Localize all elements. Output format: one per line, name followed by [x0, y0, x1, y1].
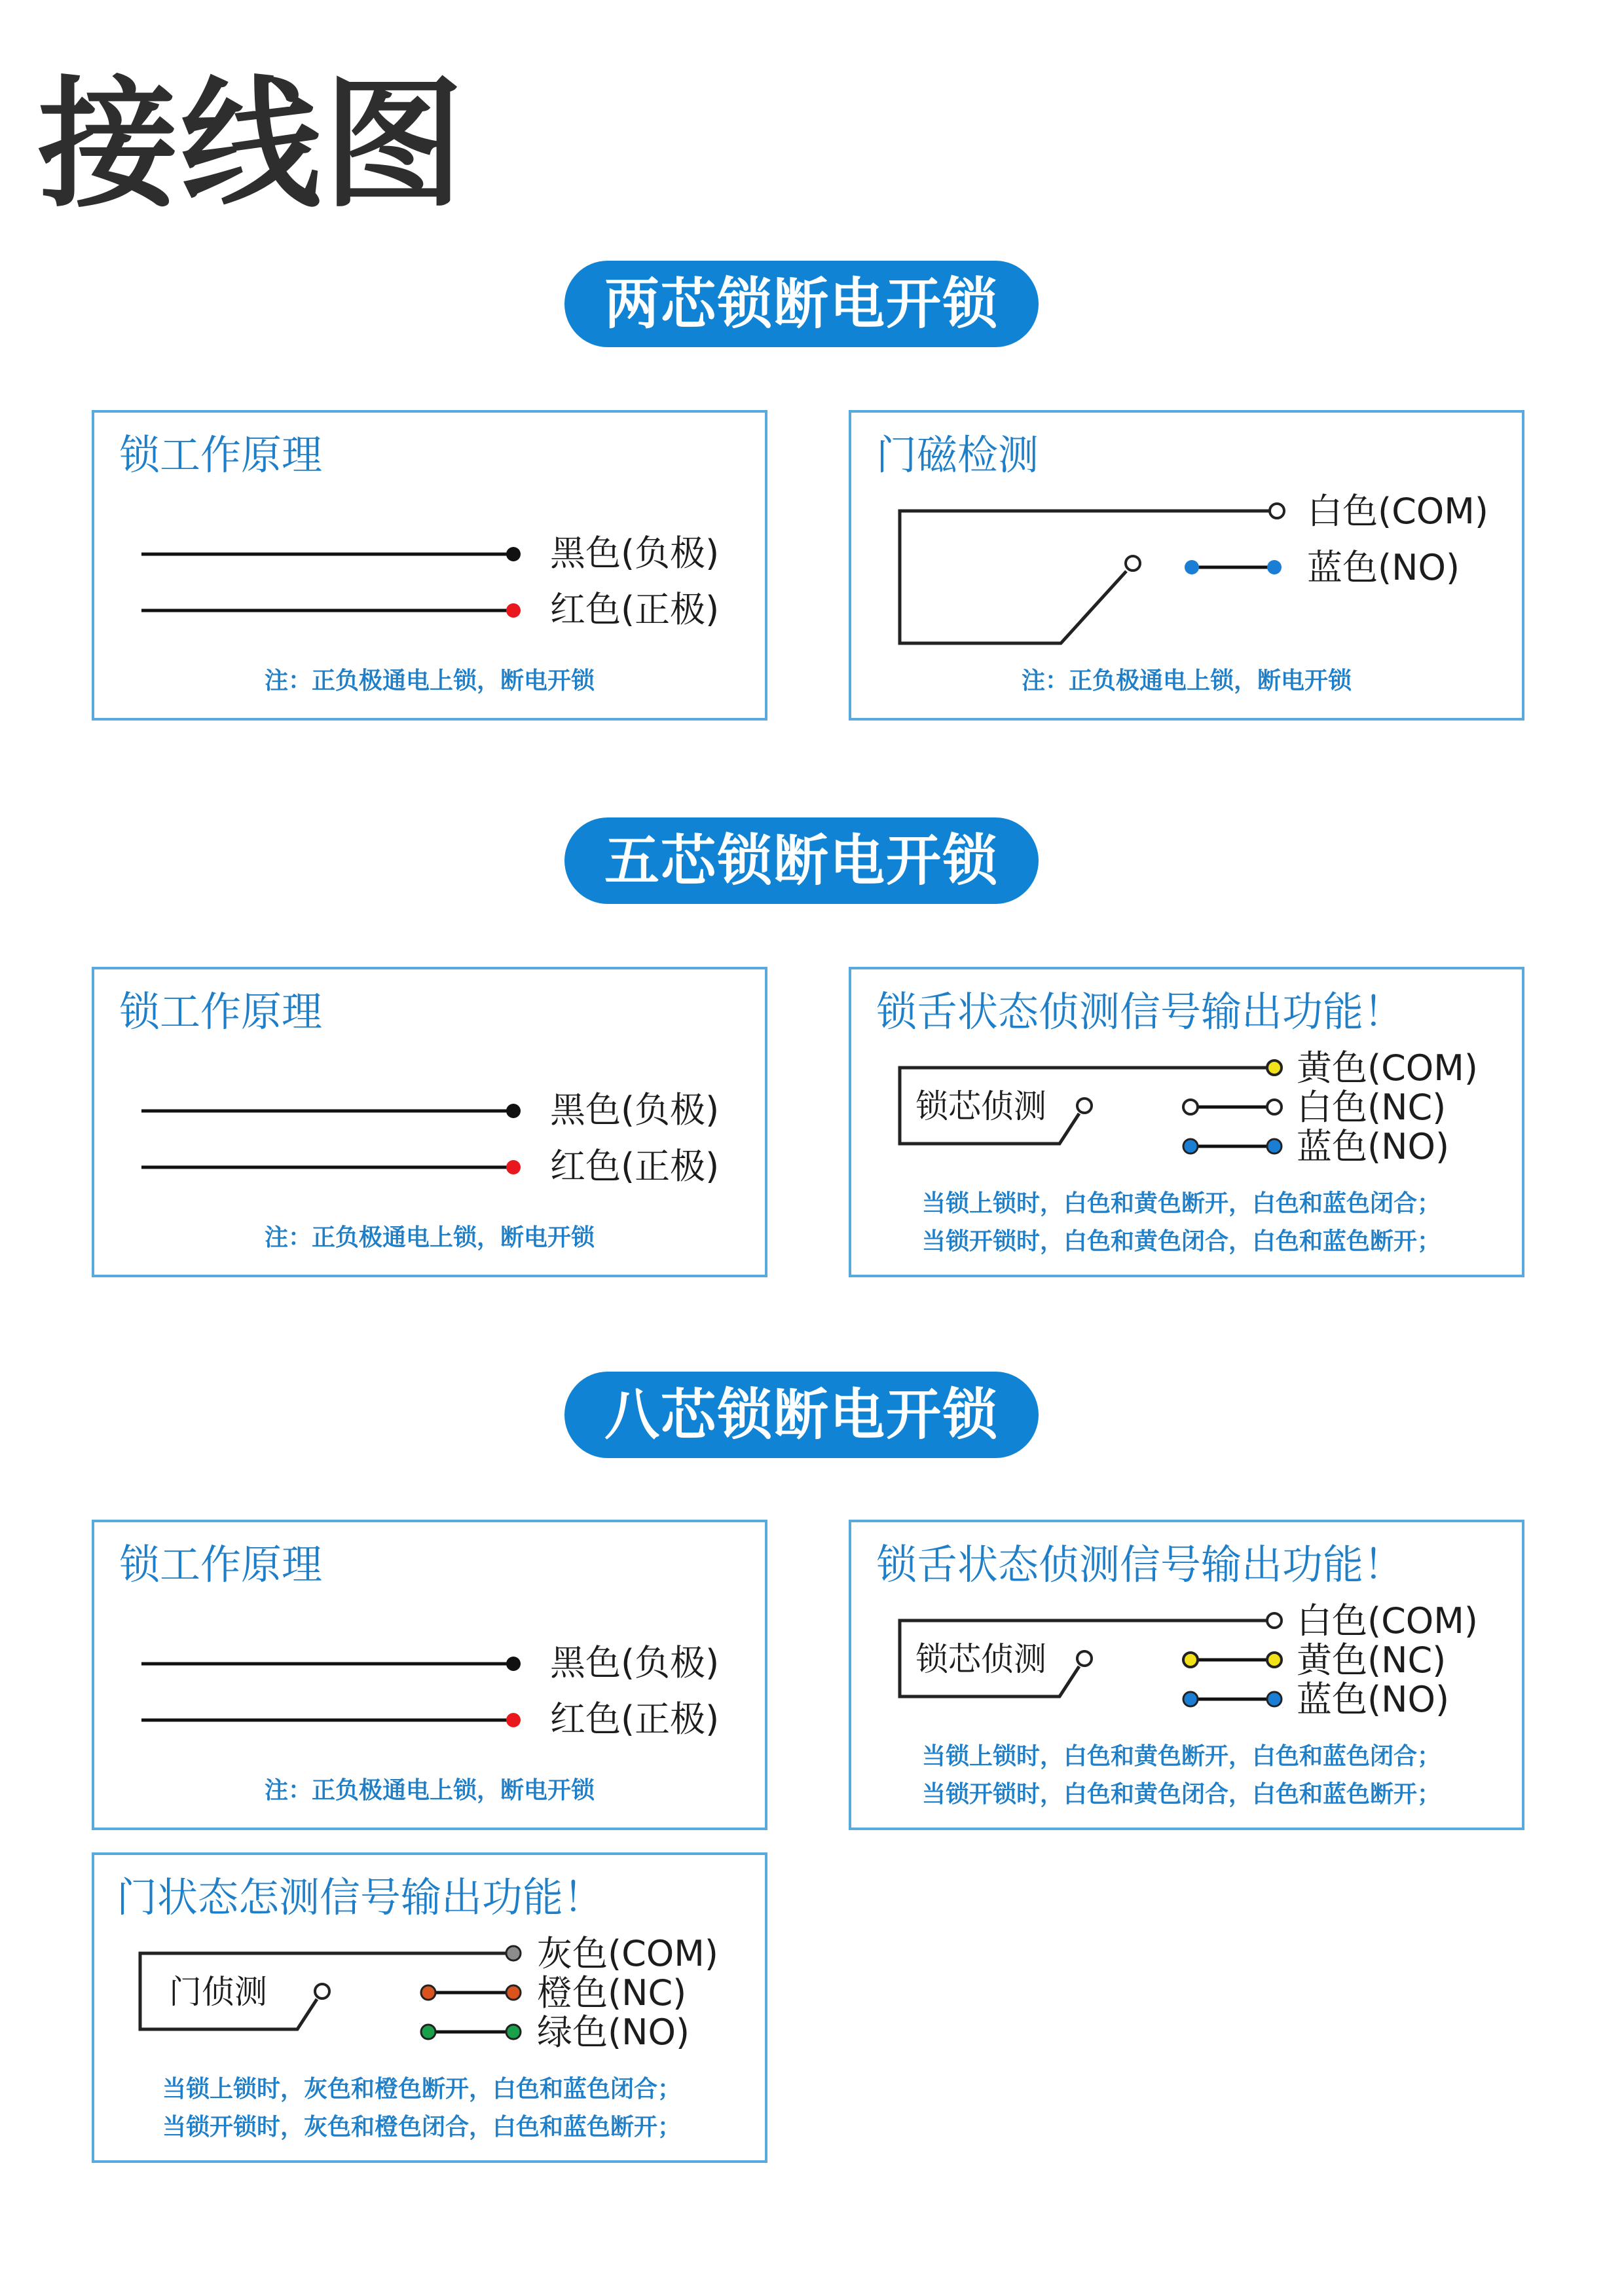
wire-label-blue: 蓝色(NO) — [1307, 547, 1460, 588]
orange-terminal-dot-left — [421, 1985, 435, 2000]
blue-terminal-dot-right — [1267, 1139, 1282, 1153]
wire-label-black: 黑色(负极) — [550, 533, 720, 574]
section-heading-five-core: 五芯锁断电开锁 — [564, 817, 1039, 904]
white-terminal-dot — [1267, 1613, 1282, 1628]
wire-label-red: 红色(正极) — [550, 589, 720, 630]
white-terminal-dot-left — [1183, 1100, 1198, 1114]
principle-panel-eight-core — [92, 1520, 767, 1830]
wire-label-blue: 蓝色(NO) — [1297, 1679, 1450, 1720]
black-terminal-dot — [506, 1104, 521, 1118]
red-terminal-dot — [506, 603, 521, 618]
blue-terminal-dot-right — [1267, 560, 1282, 574]
wire-label-white: 白色(COM) — [1297, 1600, 1478, 1641]
yellow-terminal-dot-left — [1183, 1653, 1198, 1667]
panel-note-locked: 当锁上锁时，灰色和橙色断开，白色和蓝色闭合； — [162, 2076, 682, 2103]
blue-terminal-dot-right — [1267, 1692, 1282, 1706]
lock-tongue-detect-panel-eight-core — [849, 1520, 1524, 1830]
yellow-terminal-dot-right — [1267, 1653, 1282, 1667]
panel-title: 锁工作原理 — [119, 431, 323, 479]
door-detect-label: 门侦测 — [169, 1973, 267, 2011]
green-terminal-dot-left — [421, 2025, 435, 2039]
principle-panel-five-core — [92, 967, 767, 1277]
section-heading-two-core: 两芯锁断电开锁 — [564, 261, 1039, 347]
door-state-detect-panel — [92, 1852, 767, 2163]
wire-label-yellow: 黄色(COM) — [1297, 1047, 1478, 1089]
panel-note: 注：正负极通电上锁，断电开锁 — [1021, 667, 1352, 694]
panel-title: 锁舌状态侦测信号输出功能！ — [876, 988, 1405, 1036]
panel-note-unlocked: 当锁开锁时，白色和黄色闭合，白色和蓝色断开； — [922, 1228, 1441, 1255]
switch-contact-open — [315, 1984, 329, 1998]
panel-note-unlocked: 当锁开锁时，灰色和橙色闭合，白色和蓝色断开； — [162, 2114, 682, 2141]
wire-label-white: 白色(NC) — [1297, 1087, 1447, 1128]
panel-title: 锁工作原理 — [119, 988, 323, 1036]
panel-title: 门磁检测 — [876, 431, 1039, 479]
black-terminal-dot — [506, 547, 521, 561]
red-terminal-dot — [506, 1160, 521, 1174]
panel-note: 注：正负极通电上锁，断电开锁 — [264, 667, 595, 694]
yellow-terminal-dot — [1267, 1060, 1282, 1075]
panel-title: 门状态怎测信号输出功能！ — [117, 1873, 604, 1921]
door-magnet-panel — [849, 410, 1524, 721]
blue-terminal-dot-left — [1183, 1139, 1198, 1153]
wire-label-green: 绿色(NO) — [537, 2012, 690, 2053]
wire-label-blue: 蓝色(NO) — [1297, 1126, 1450, 1167]
green-terminal-dot-right — [506, 2025, 521, 2039]
orange-terminal-dot-right — [506, 1985, 521, 2000]
switch-contact-open — [1077, 1651, 1092, 1666]
blue-terminal-dot-left — [1185, 560, 1199, 574]
grey-terminal-dot — [506, 1946, 521, 1960]
panel-note-locked: 当锁上锁时，白色和黄色断开，白色和蓝色闭合； — [922, 1190, 1441, 1217]
white-terminal-dot-right — [1267, 1100, 1282, 1114]
red-terminal-dot — [506, 1713, 521, 1727]
panel-note-unlocked: 当锁开锁时，白色和黄色闭合，白色和蓝色断开； — [922, 1781, 1441, 1808]
switch-contact-open — [1077, 1098, 1092, 1113]
principle-panel-two-core — [92, 410, 767, 721]
panel-note: 注：正负极通电上锁，断电开锁 — [264, 1777, 595, 1804]
switch-contact-open — [1126, 556, 1140, 571]
white-terminal-dot — [1270, 504, 1284, 518]
panel-note-locked: 当锁上锁时，白色和黄色断开，白色和蓝色闭合； — [922, 1743, 1441, 1770]
panel-title: 锁工作原理 — [119, 1541, 323, 1588]
section-heading-eight-core: 八芯锁断电开锁 — [564, 1372, 1039, 1458]
wire-label-orange: 橙色(NC) — [537, 1972, 687, 2014]
panel-title: 锁舌状态侦测信号输出功能！ — [876, 1541, 1405, 1588]
lock-core-detect-label: 锁芯侦测 — [915, 1087, 1046, 1125]
wire-label-black: 黑色(负极) — [550, 1089, 720, 1131]
panel-note: 注：正负极通电上锁，断电开锁 — [264, 1224, 595, 1251]
wire-label-black: 黑色(负极) — [550, 1642, 720, 1683]
black-terminal-dot — [506, 1657, 521, 1671]
wire-label-red: 红色(正极) — [550, 1146, 720, 1187]
lock-core-detect-label: 锁芯侦测 — [915, 1640, 1046, 1678]
wire-label-white: 白色(COM) — [1307, 491, 1488, 532]
page-title: 接线图 — [38, 64, 466, 227]
lock-tongue-detect-panel-five-core — [849, 967, 1524, 1277]
blue-terminal-dot-left — [1183, 1692, 1198, 1706]
wire-label-yellow: 黄色(NC) — [1297, 1640, 1447, 1681]
wire-label-red: 红色(正极) — [550, 1698, 720, 1740]
wire-label-grey: 灰色(COM) — [537, 1933, 718, 1974]
switch-loop — [900, 511, 1272, 643]
